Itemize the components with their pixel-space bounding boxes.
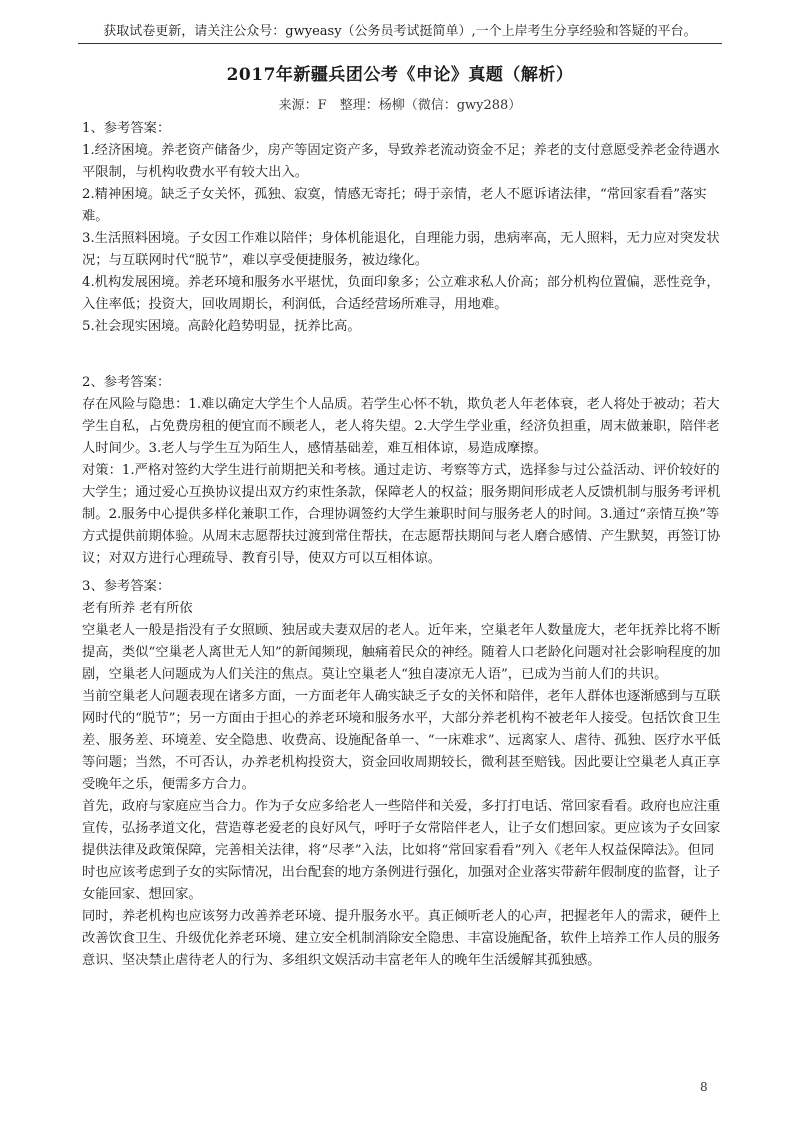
essay-title: 老有所养 老有所依 [82, 601, 193, 616]
section-1-item: 2.精神困境。缺乏子女关怀，孤独、寂寞，情感无寄托；碍于亲情，老人不愿诉诸法律，“常回家看看”落实难。 [82, 187, 707, 224]
section-1-item: 4.机构发展困境。养老环境和服务水平堪忧，负面印象多；公立难求私人价高；部分机构位置偏，恶性竞争，入住率低；投资大，回收周期长，利润低，合适经营场所难寻，用地难。 [82, 275, 720, 312]
document-title: 2017年新疆兵团公考《申论》真题（解析） [226, 65, 574, 85]
section-1-item: 3.生活照料困境。子女因工作难以陪伴；身体机能退化，自理能力弱，患病率高，无人照料，无力应对突发状况；与互联网时代“脱节”，难以享受便捷服务，被边缘化。 [82, 231, 720, 268]
header-divider [78, 43, 722, 44]
document-body [82, 118, 722, 972]
page-number: 8 [700, 1080, 708, 1094]
section-2-measures: 对策：1.严格对签约大学生进行前期把关和考核。通过走访、考察等方式，选择参与过公益活动、评价较好的大学生；通过爱心互换协议提出双方约束性条款，保障老人的权益；服务期间形成老人反馈机制与服务考评机制。2.服务中心提供多样化兼职工作，合理协调签约大学生兼职时间与服务老人的时间。3.通过“亲情互换”等方式提供前期体验。从周末志愿帮扶过渡到常住帮扶，在志愿帮扶期间与老人磨合感情、产生默契，再签订协议；对双方进行心理疏导、教育引导，使双方可以互相体谅。 [82, 463, 721, 566]
essay-paragraph: 首先，政府与家庭应当合力。作为子女应多给老人一些陪伴和关爱，多打打电话、常回家看看。政府也应注重宣传，弘扬孝道文化，营造尊老爱老的良好风气，呼吁子女常陪伴老人，让子女们想回家。更应该为子女回家提供法律及政策保障，完善相关法律，将“尽孝”入法，比如将“常回家看看”列入《老年人权益保障法》。但同时也应该考虑到子女的实际情况，出台配套的地方条例进行强化，加强对企业落实带薪年假制度的监督，让子女能回家、想回家。 [82, 799, 721, 902]
section-3-heading: 3、参考答案： [82, 579, 171, 594]
document-source: 来源：F 整理：杨柳（微信：gwy288） [278, 98, 522, 113]
essay-paragraph: 同时，养老机构也应该努力改善养老环境、提升服务水平。真正倾听老人的心声，把握老年人的需求，硬件上改善饮食卫生、升级优化养老环境、建立安全机制消除安全隐患、丰富设施配备，软件上培养工作人员的服务意识、坚决禁止虐待老人的行为、多组织文娱活动丰富老年人的晚年生活缓解其孤独感。 [82, 909, 721, 968]
section-2-risks: 存在风险与隐患：1.难以确定大学生个人品质。若学生心怀不轨，欺负老人年老体衰，老人将处于被动；若大学生自私，占免费房租的便宜而不顾老人，老人将失望。2.大学生学业重，经济负担重，周末做兼职，陪伴老人时间少。3.老人与学生互为陌生人，感情基础差，难互相体谅，易造成摩擦。 [82, 397, 720, 456]
section-1-heading: 1、参考答案： [82, 121, 171, 136]
section-1-item: 1.经济困境。养老资产储备少，房产等固定资产多，导致养老流动资金不足；养老的支付意愿受养老金待遇水平限制，与机构收费水平有较大出入。 [82, 143, 720, 180]
section-2-heading: 2、参考答案： [82, 375, 171, 390]
essay-paragraph: 空巢老人一般是指没有子女照顾、独居或夫妻双居的老人。近年来，空巢老年人数量庞大，老年抚养比将不断提高，类似“空巢老人离世无人知”的新闻频现，触痛着民众的神经。随着人口老龄化问题对社会影响程度的加剧，空巢老人问题成为人们关注的焦点。莫让空巢老人“独自凄凉无人语”，已成为当前人们的共识。 [82, 623, 721, 682]
section-1-item: 5.社会现实困境。高龄化趋势明显，抚养比高。 [82, 319, 361, 334]
essay-paragraph: 当前空巢老人问题表现在诸多方面，一方面老年人确实缺乏子女的关怀和陪伴，老年人群体也逐渐感到与互联网时代的“脱节”；另一方面由于担心的养老环境和服务水平，大部分养老机构不被老年人接受。包括饮食卫生差、服务差、环境差、安全隐患、收费高、设施配备单一、“一床难求”、远离家人、虐待、孤独、医疗水平低等问题；当然，不可否认，办养老机构投资大，资金回收周期较长，微利甚至赔钱。因此要让空巢老人真正享受晚年之乐，便需多方合力。 [82, 689, 721, 792]
header-note: 获取试卷更新，请关注公众号：gwyeasy（公务员考试挺简单）,一个上岸考生分享经验和答疑的平台。 [103, 24, 697, 39]
